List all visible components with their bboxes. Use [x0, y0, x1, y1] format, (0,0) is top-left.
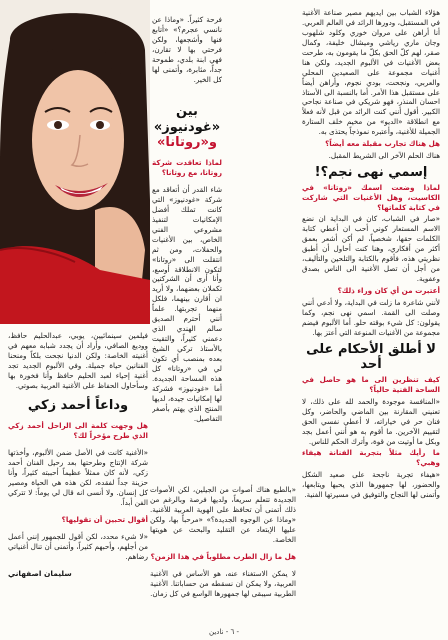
section-heading — [152, 104, 222, 151]
paragraph: لا يمكن الاستغناء عنه، هو الأساس في الأغنية العربية، ولا يمكن ان نسقطه من حساباتنا. الأغنية الطربية سيبقى لها جمهورها الواسع في كل زمان. — [150, 569, 296, 598]
article-column-middle-bottom — [150, 478, 296, 620]
paragraph: «صار في الشباب، كان في البداية ان نضع الاسم المستعار كوني أحب ان أعطي كتابة الكلمات حقها، شخصياً، لم أكن أشعر بعمق أكثر من أفكاري، وهنا كنت أحاول أن أطبق نظريتي هذه، فأقوم بالكتابة والتلحين والتأليف، من أجل أن تصل الأغنية الى الناس بصدق وعفوية. — [302, 214, 440, 284]
singer-photo — [0, 0, 150, 324]
paragraph: «المنافسة موجودة والحمد لله على ذلك، لا تعنيني المقارنة بين الماضي والحاضر، وكل فنان حر في خياراته، لا أعطي نفسي الحق لتقييم الآخرين. ما أقوم به هو أنني أعمل بجد وبكل ما أوتيت من قوة، وأترك الحكم للناس. — [302, 396, 440, 446]
question: أقوال تحبين أن تقوليها؟ — [61, 514, 148, 524]
question: لماذا وضعت اسمك «روتانا» في الكاسيت، وهل الأغنيات التي شاركت في كتابة كلماتها؟ — [302, 182, 440, 212]
paragraph: لأنني شاعرة ما زلت في البداية، ولا أدعي أنني وصلت الى القمة. اسمي نهى نجم، وكما يقولون: كل شيء بوقته حلو. أما الألبوم فيضم مجموعة من الأغنيات المنوعة التي أعتز بها. — [302, 297, 440, 337]
article-column-right — [302, 8, 440, 620]
paragraph: «بالطبع هناك أصوات من الجيلين، لكن الأصوات الجديدة تتعلم سريعاً، ولديها فرصة وبالرغم من ذلك أتمنى أن تحافظ على الهوية العربية للأغنية. «وماذا عن الوجوه الجديدة؟» «مرحباً بها، ولكن عليها الإبتعاد عن التقليد والبحث عن هويتها الخاصة. — [150, 485, 296, 544]
author-name: سليمان اصفهاني — [8, 568, 72, 578]
question: هل وجهت كلمة الى الراحل أحمد زكي الذي طرح مؤخراً لك؟ — [8, 420, 148, 440]
heading-line: و«روتانا» — [157, 135, 217, 151]
paragraph: فيلمين سينمائيين، يوبي، عبدالحليم حافظ، ووديع الصافي، وأراد أن يجدد شبابه معهم في أغنيته الخاصة: ولكن الدنيا نجحت بلكاً ومنحنا الفنانين حياة جميلة. وفي الألبوم الجديد تجد أغنية إحياء لعبد الحليم حافظ وأنا فخورة بها وسأحاول الحفاظ على الأغنية العربية بصوتي. — [8, 331, 148, 390]
paragraph: هؤلاء الشباب بين ايديهم مصير صناعة الأغنية في المستقبل، ودورها الرائد في العالم العربي. أنا أراهن على مروان خوري وكلود شلهوب وجان ماري رياشي وميشال خليفة، وكمال صقر، لهم كلّ الحق بكلّ ما يقومون به، طرحت بعض الأغنيات في الألبوم الجديد، ولكن هنا أغنيات مجموعة على الصعيدين المحلي والعربي، ونجحت، بودي نجوم، وأراهن أيضاً على مستقبل هذا الأمر. أما بالنسبة الى الأستاذ احسان المنذر، فهو شريكي في صناعة نجاحي الكبير. أقول أنني كنت الرائد من قبل لأنه فعلاً مع انطلاقة «الديو» من مخيم خلف الستارة الجميلة للأغنية، وأعتبره نموذجاً يحتذى به. — [302, 8, 440, 137]
paragraph: هناك الحلم الآخر الى الشريط المقبل. — [328, 151, 440, 161]
article-column-middle-upper — [152, 8, 222, 98]
question: لماذا تعاقدت شركة روتانا، مع روتانا؟ — [152, 157, 222, 177]
question: ما رأيك مثلاً بتجربة الفنانة هيفاء وهبي؟ — [302, 448, 440, 468]
question: أعتبرت من أي كان وراء ذلك؟ — [337, 286, 440, 296]
article-column-middle-lower — [152, 100, 222, 480]
question: هل هناك تجارب مقبلة معه أيضاً؟ — [325, 139, 440, 149]
article-column-left — [8, 324, 148, 620]
paragraph: فرحة كثيراً. «وماذا عن نانسي عجرم؟» «أتابع فنها وأشجعها، ولكن فرحتي بها لا تقارن، فهي ابنة بلدي، طموحة جداً، مثابرة، وأتمنى لها كل الخير. — [152, 15, 222, 84]
page-footer: - ٦ - نادين — [209, 628, 239, 636]
section-heading: وداعاً أحمد زكي — [27, 398, 129, 413]
paragraph: «هيفاء تجربة ناجحة على صعيد الشكل والحضور، لها جمهورها الذي يحبها ويتابعها، وأتمنى لها النجاح والتوفيق في مسيرتها الفنية. — [302, 470, 440, 500]
paragraph: شاء القدر أن أتعاقد مع شركة «غودنيوز» التي كانت تملك أفضل الإمكانيات لتنفيذ مشروعي الفني الخاص، بين الأغنيات والحفلات، ومن ثم انتقلت الى «روتانا» لتكون الانطلاقة أوسع، وأنا أرى أن الشركتين تكملان بعضهما، ولا أريد ان أقارن بينهما، فلكل منهما تجربتها. علماً أنني أحترم الصديق سالم الهندي الذي دعمني كثيراً، والتقيت بالأستاذ تركي الشيخ بعده بمنصب أي تكون لي في «روتانا» كل هذه المساحة الجديدة. أما «غودنيوز» فشركة لها إمكانيات جيدة، لديها المنتج الذي يهتم بأصغر التفاصيل. — [152, 185, 222, 423]
question: كيف تنظرين الى ما هو حاصل في الساحة الفنية حالياً؟ — [302, 374, 440, 394]
heading-line: بين «غودنيوز» — [153, 104, 221, 135]
paragraph: «الأغنية كانت في الأصل ضمن الألبوم، وأخذتها شركة الإنتاج وطرحتها بعد رحيل الفنان أحمد زكي، لأنه كان ممثلاً عظيماً أحببته كثيراً، وأنا حزينة جداً لفقده، لكن هذه هي الحياة ومصير كل إنسان. ولا أنسى انه قال لي يوماً: لا تتركي الفن أبداً. — [8, 447, 148, 507]
question: هل ما زال الطرب مطلوباً في هذا الزمن؟ — [150, 552, 296, 561]
section-heading: إسمي نهى نجم؟! — [314, 165, 428, 181]
section-heading: لا أطلق الأحكام على أحد — [306, 341, 436, 373]
paragraph: «لا شيء محدد، لكن أقول للجمهور إنني أعمل من أجلهم، وأحبهم كثيراً، وأتمنى أن تنال أغنياتي رضاهم. — [8, 531, 148, 561]
